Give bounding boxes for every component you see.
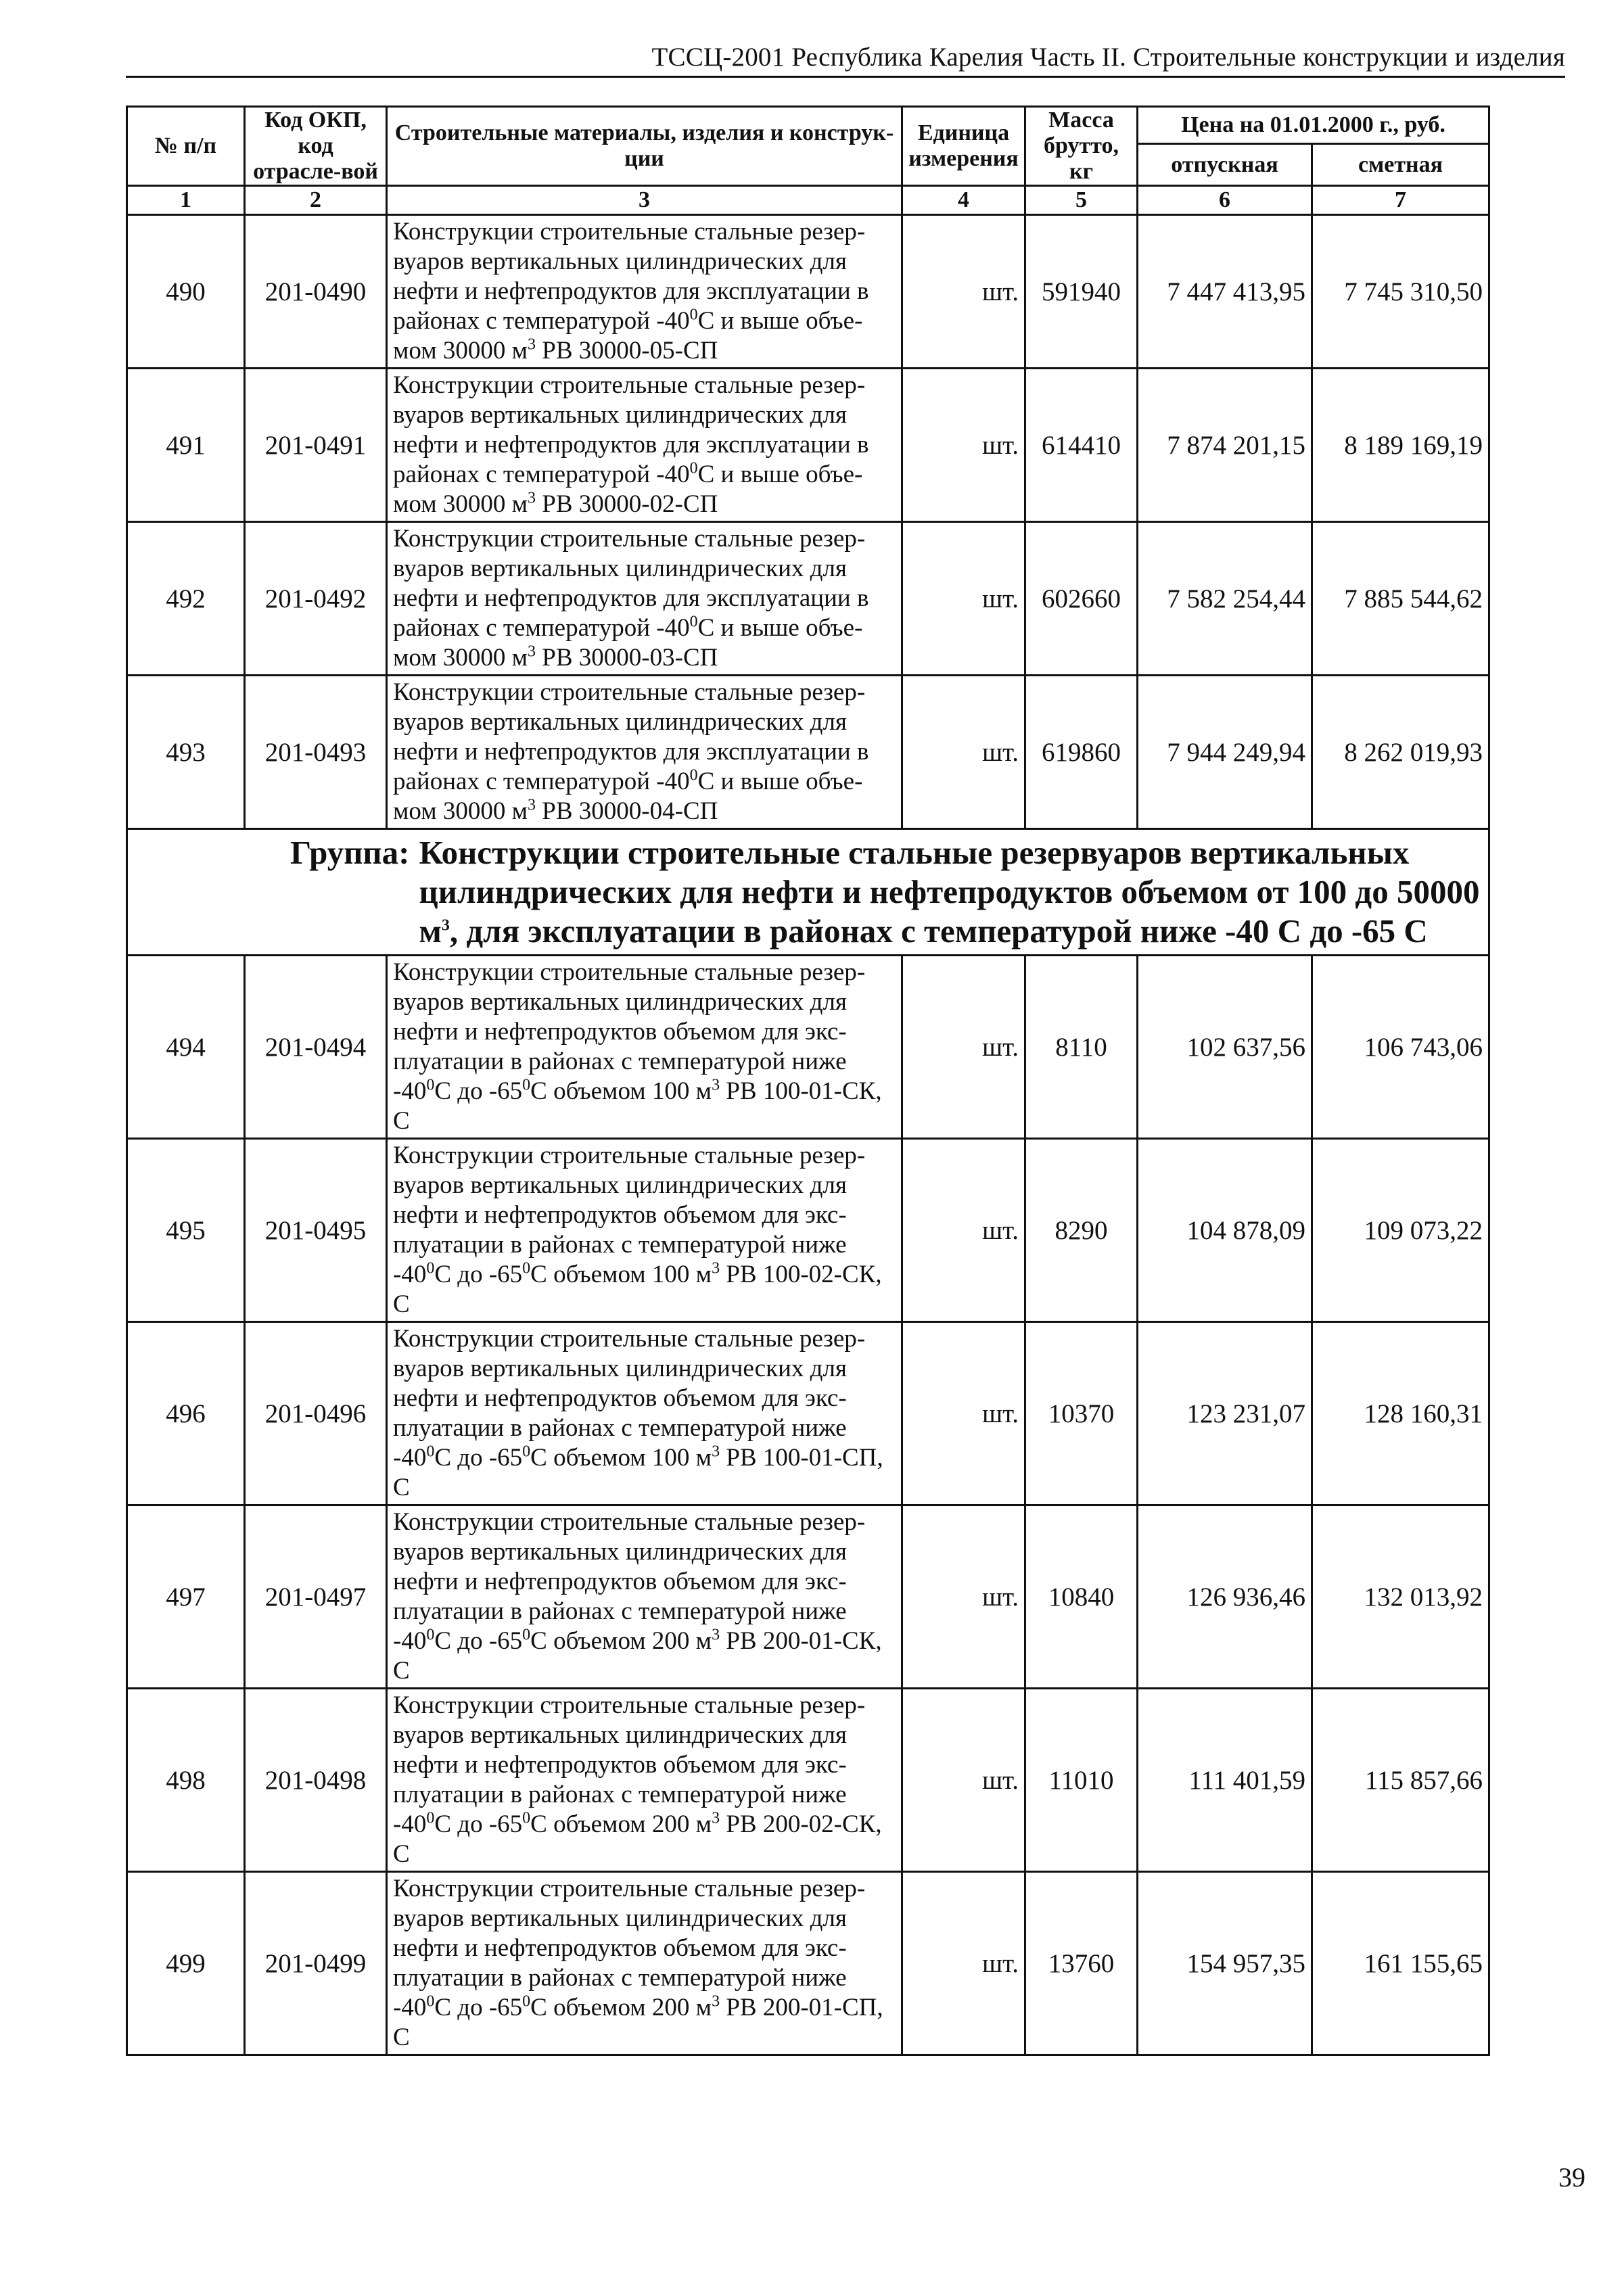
estimate-price: 109 073,22 bbox=[1312, 1139, 1489, 1322]
estimate-price: 128 160,31 bbox=[1312, 1322, 1489, 1505]
column-number: 1 bbox=[127, 186, 245, 215]
okp-code: 201-0493 bbox=[245, 676, 387, 829]
mass: 591940 bbox=[1025, 215, 1138, 369]
col-header-mass: Масса брутто, кг bbox=[1025, 107, 1138, 186]
okp-code: 201-0499 bbox=[245, 1872, 387, 2055]
table-row bbox=[127, 1872, 1489, 2055]
material-description: Конструкции строительные стальные резер-вуаров вертикальных цилиндрических для нефти и нефтепродуктов для эксплуатации в районах с температурой $-40^0С$ и выше объе-мом 30000 $м^3$ РВ 30000-02-СП bbox=[387, 369, 902, 522]
release-price: 111 401,59 bbox=[1138, 1689, 1312, 1872]
release-price: 7 582 254,44 bbox=[1138, 522, 1312, 676]
unit: шт. bbox=[902, 1872, 1025, 2055]
estimate-price: 106 743,06 bbox=[1312, 956, 1489, 1139]
release-price: 104 878,09 bbox=[1138, 1139, 1312, 1322]
row-number: 494 bbox=[127, 956, 245, 1139]
col-header-unit: Единица измерения bbox=[902, 107, 1025, 186]
material-description: Конструкции строительные стальные резер-вуаров вертикальных цилиндрических для нефти и нефтепродуктов объемом для экс-плуатации в районах с температурой ниже $-40^0С$ до $-65^0С$ объемом 200 $м^3$ РВ 200-01-СК, С bbox=[387, 1505, 902, 1689]
price-table bbox=[126, 106, 1490, 2056]
column-number: 2 bbox=[245, 186, 387, 215]
row-number: 496 bbox=[127, 1322, 245, 1505]
header-row bbox=[127, 107, 1489, 144]
okp-code: 201-0498 bbox=[245, 1689, 387, 1872]
unit: шт. bbox=[902, 522, 1025, 676]
unit: шт. bbox=[902, 956, 1025, 1139]
release-price: 102 637,56 bbox=[1138, 956, 1312, 1139]
column-number: 5 bbox=[1025, 186, 1138, 215]
unit: шт. bbox=[902, 676, 1025, 829]
row-number: 490 bbox=[127, 215, 245, 369]
row-number: 493 bbox=[127, 676, 245, 829]
row-number: 492 bbox=[127, 522, 245, 676]
estimate-price: 7 885 544,62 bbox=[1312, 522, 1489, 676]
release-price: 7 874 201,15 bbox=[1138, 369, 1312, 522]
row-number: 491 bbox=[127, 369, 245, 522]
material-description: Конструкции строительные стальные резер-вуаров вертикальных цилиндрических для нефти и нефтепродуктов для эксплуатации в районах с температурой $-40^0С$ и выше объе-мом 30000 $м^3$ РВ 30000-04-СП bbox=[387, 676, 902, 829]
okp-code: 201-0495 bbox=[245, 1139, 387, 1322]
mass: 10370 bbox=[1025, 1322, 1138, 1505]
estimate-price: 161 155,65 bbox=[1312, 1872, 1489, 2055]
group-row bbox=[127, 829, 1489, 956]
material-description: Конструкции строительные стальные резер-вуаров вертикальных цилиндрических для нефти и нефтепродуктов для эксплуатации в районах с температурой $-40^0С$ и выше объе-мом 30000 $м^3$ РВ 30000-03-СП bbox=[387, 522, 902, 676]
release-price: 126 936,46 bbox=[1138, 1505, 1312, 1689]
okp-code: 201-0496 bbox=[245, 1322, 387, 1505]
material-description: Конструкции строительные стальные резер-вуаров вертикальных цилиндрических для нефти и нефтепродуктов объемом для экс-плуатации в районах с температурой ниже $-40^0С$ до $-65^0С$ объемом 200 $м^3$ РВ 200-01-СП, С bbox=[387, 1872, 902, 2055]
running-title: ТССЦ-2001 Республика Карелия Часть II. Строительные конструкции и изделия bbox=[651, 43, 1565, 72]
estimate-price: 132 013,92 bbox=[1312, 1505, 1489, 1689]
row-number: 498 bbox=[127, 1689, 245, 1872]
table-row bbox=[127, 1689, 1489, 1872]
col-header-price-group: Цена на 01.01.2000 г., руб. bbox=[1138, 107, 1489, 144]
group-title: Конструкции строительные стальные резервуаров вертикальных цилиндрических для нефти и нефтепродуктов объемом от 100 до 50000 $м^3$, для эксплуатации в районах с температурой ниже -40 С до -65 С bbox=[419, 834, 1480, 950]
row-number: 499 bbox=[127, 1872, 245, 2055]
unit: шт. bbox=[902, 215, 1025, 369]
estimate-price: 115 857,66 bbox=[1312, 1689, 1489, 1872]
col-header-materials: Строительные материалы, изделия и конструк-ции bbox=[387, 107, 902, 186]
table-row bbox=[127, 369, 1489, 522]
release-price: 7 944 249,94 bbox=[1138, 676, 1312, 829]
mass: 614410 bbox=[1025, 369, 1138, 522]
okp-code: 201-0494 bbox=[245, 956, 387, 1139]
release-price: 7 447 413,95 bbox=[1138, 215, 1312, 369]
column-number: 4 bbox=[902, 186, 1025, 215]
table-row bbox=[127, 1139, 1489, 1322]
okp-code: 201-0492 bbox=[245, 522, 387, 676]
column-number: 3 bbox=[387, 186, 902, 215]
header-rule bbox=[126, 76, 1565, 78]
release-price: 123 231,07 bbox=[1138, 1322, 1312, 1505]
estimate-price: 7 745 310,50 bbox=[1312, 215, 1489, 369]
material-description: Конструкции строительные стальные резер-вуаров вертикальных цилиндрических для нефти и нефтепродуктов для эксплуатации в районах с температурой $-40^0С$ и выше объе-мом 30000 $м^3$ РВ 30000-05-СП bbox=[387, 215, 902, 369]
estimate-price: 8 262 019,93 bbox=[1312, 676, 1489, 829]
table-row bbox=[127, 522, 1489, 676]
page-number: 39 bbox=[1558, 2162, 1585, 2193]
col-header-price-release: отпускная bbox=[1138, 144, 1312, 186]
okp-code: 201-0497 bbox=[245, 1505, 387, 1689]
material-description: Конструкции строительные стальные резер-вуаров вертикальных цилиндрических для нефти и нефтепродуктов объемом для экс-плуатации в районах с температурой ниже $-40^0С$ до $-65^0С$ объемом 100 $м^3$ РВ 100-01-СП, С bbox=[387, 1322, 902, 1505]
mass: 602660 bbox=[1025, 522, 1138, 676]
row-number: 495 bbox=[127, 1139, 245, 1322]
unit: шт. bbox=[902, 1689, 1025, 1872]
table-row bbox=[127, 215, 1489, 369]
table-row bbox=[127, 1322, 1489, 1505]
col-header-no: № п/п bbox=[127, 107, 245, 186]
mass: 8290 bbox=[1025, 1139, 1138, 1322]
group-heading bbox=[127, 829, 1489, 956]
mass: 10840 bbox=[1025, 1505, 1138, 1689]
estimate-price: 8 189 169,19 bbox=[1312, 369, 1489, 522]
table-row bbox=[127, 676, 1489, 829]
col-header-okp: Код ОКП, код отрасле-вой bbox=[245, 107, 387, 186]
okp-code: 201-0490 bbox=[245, 215, 387, 369]
material-description: Конструкции строительные стальные резер-вуаров вертикальных цилиндрических для нефти и нефтепродуктов объемом для экс-плуатации в районах с температурой ниже $-40^0С$ до $-65^0С$ объемом 200 $м^3$ РВ 200-02-СК, С bbox=[387, 1689, 902, 1872]
unit: шт. bbox=[902, 1139, 1025, 1322]
column-number: 7 bbox=[1312, 186, 1489, 215]
unit: шт. bbox=[902, 1322, 1025, 1505]
mass: 13760 bbox=[1025, 1872, 1138, 2055]
mass: 8110 bbox=[1025, 956, 1138, 1139]
col-header-price-estimate: сметная bbox=[1312, 144, 1489, 186]
material-description: Конструкции строительные стальные резер-вуаров вертикальных цилиндрических для нефти и нефтепродуктов объемом для экс-плуатации в районах с температурой ниже $-40^0С$ до $-65^0С$ объемом 100 $м^3$ РВ 100-01-СК, С bbox=[387, 956, 902, 1139]
row-number: 497 bbox=[127, 1505, 245, 1689]
column-number-row bbox=[127, 186, 1489, 215]
table-row bbox=[127, 956, 1489, 1139]
release-price: 154 957,35 bbox=[1138, 1872, 1312, 2055]
mass: 11010 bbox=[1025, 1689, 1138, 1872]
okp-code: 201-0491 bbox=[245, 369, 387, 522]
group-label: Группа: bbox=[290, 834, 410, 871]
material-description: Конструкции строительные стальные резер-вуаров вертикальных цилиндрических для нефти и нефтепродуктов объемом для экс-плуатации в районах с температурой ниже $-40^0С$ до $-65^0С$ объемом 100 $м^3$ РВ 100-02-СК, С bbox=[387, 1139, 902, 1322]
column-number: 6 bbox=[1138, 186, 1312, 215]
unit: шт. bbox=[902, 1505, 1025, 1689]
unit: шт. bbox=[902, 369, 1025, 522]
mass: 619860 bbox=[1025, 676, 1138, 829]
table-row bbox=[127, 1505, 1489, 1689]
